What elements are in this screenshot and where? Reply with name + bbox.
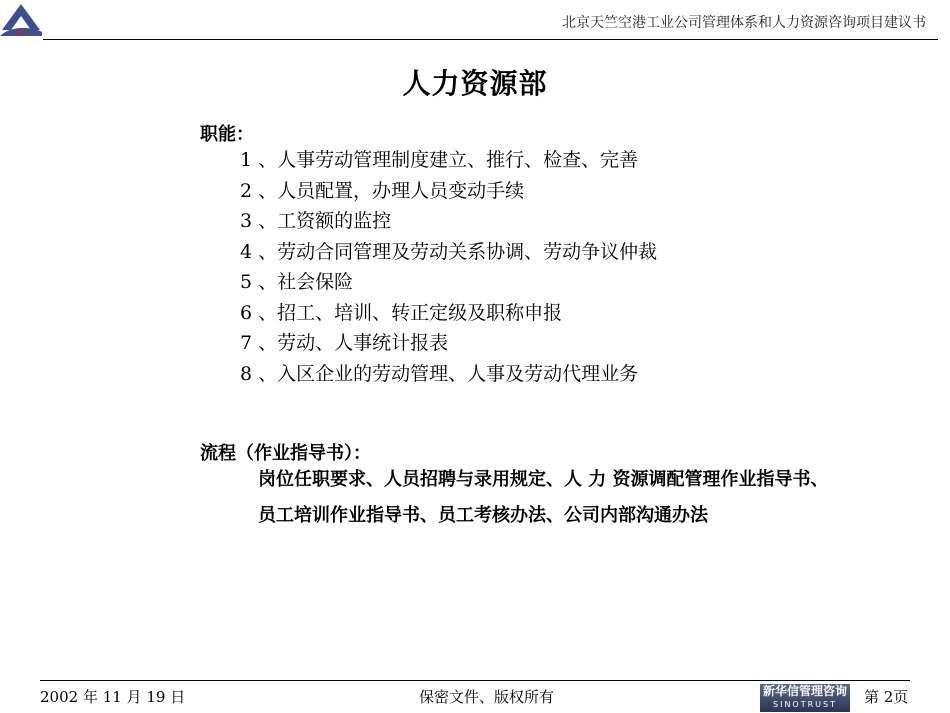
footer-date: 2002 年 11 月 19 日 xyxy=(40,688,186,706)
brand-chinese-name: 新华信管理咨询 xyxy=(762,684,847,698)
duties-list xyxy=(240,148,690,392)
company-logo xyxy=(0,0,42,38)
document-header-title: 北京天竺空港工业公司管理体系和人力资源咨询项目建议书 xyxy=(562,15,926,31)
duty-item: 6 、招工、培训、转正定级及职称申报 xyxy=(240,301,563,324)
sinotrust-logo xyxy=(760,684,850,712)
process-line-1: 岗位任职要求、人员招聘与录用规定、人 力 资源调配管理作业指导书、 xyxy=(258,469,829,490)
duty-item: 1 、人事劳动管理制度建立、推行、检查、完善 xyxy=(240,149,639,171)
footer-divider xyxy=(40,680,910,681)
header-divider xyxy=(43,39,938,40)
page-number: 第 2页 xyxy=(864,688,909,706)
logo-text: BIA xyxy=(16,29,28,37)
process-section xyxy=(200,441,900,529)
brand-english-name: SINOTRUST xyxy=(773,700,837,709)
duty-item: 8 、入区企业的劳动管理、人事及劳动代理业务 xyxy=(240,362,639,385)
process-label: 流程（作业指导书）： xyxy=(200,443,371,464)
duty-item: 5 、社会保险 xyxy=(240,271,354,293)
footer-confidential-notice: 保密文件、版权所有 xyxy=(419,688,555,706)
duty-item: 3 、工资额的监控 xyxy=(240,210,392,232)
duty-item: 7 、劳动、人事统计报表 xyxy=(240,332,449,354)
duties-label: 职能： xyxy=(200,124,254,145)
duty-item: 4 、劳动合同管理及劳动关系协调、劳动争议仲裁 xyxy=(240,240,658,263)
page-title: 人力资源部 xyxy=(402,67,548,100)
process-line-2: 员工培训作业指导书、员工考核办法、公司内部沟通办法 xyxy=(258,505,708,526)
duty-item: 2 、人员配置，办理人员变动手续 xyxy=(240,179,525,202)
